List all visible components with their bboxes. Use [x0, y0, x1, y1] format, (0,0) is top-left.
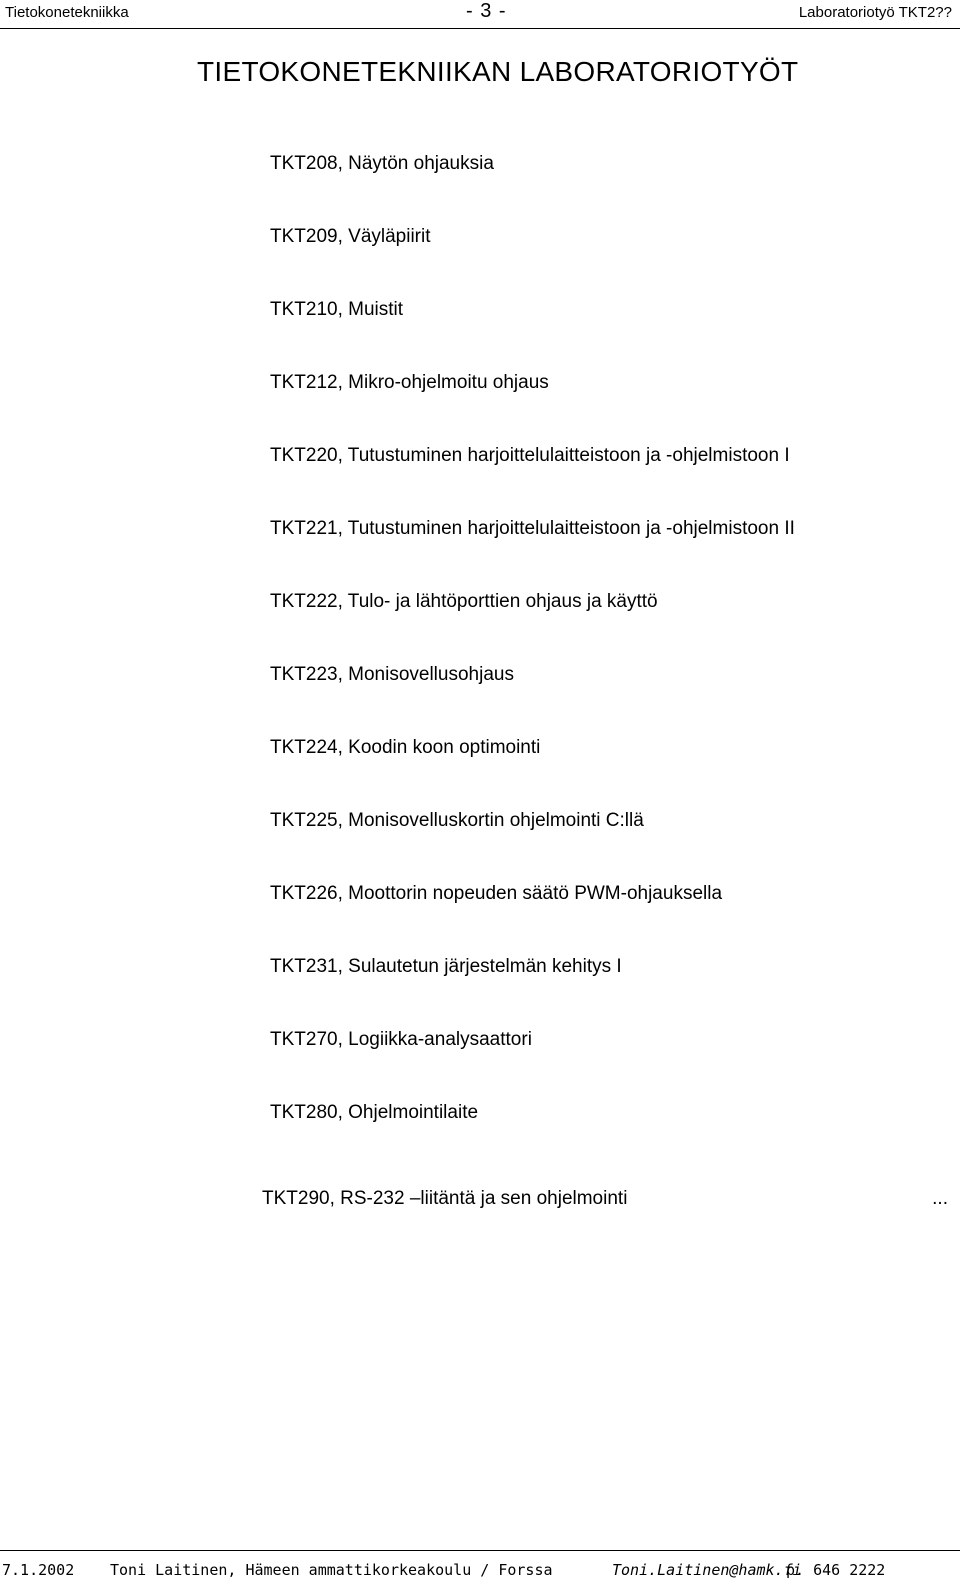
- header-course: Tietokonetekniikka: [5, 4, 129, 21]
- list-item: TKT224, Koodin koon optimointi: [270, 737, 541, 758]
- page-footer: [0, 1550, 960, 1583]
- page-title: TIETOKONETEKNIIKAN LABORATORIOTYÖT: [197, 56, 799, 87]
- ellipsis: ...: [932, 1188, 948, 1209]
- lab-list: [270, 152, 795, 1174]
- list-item: TKT221, Tutustuminen harjoittelulaitteistoon ja -ohjelmistoon II: [270, 518, 795, 539]
- list-item: TKT220, Tutustuminen harjoittelulaitteistoon ja -ohjelmistoon I: [270, 445, 790, 466]
- list-item: TKT225, Monisovelluskortin ohjelmointi C:llä: [270, 810, 644, 831]
- footer-email: Toni.Laitinen@hamk.fi: [612, 1561, 802, 1579]
- list-item: TKT210, Muistit: [270, 299, 404, 320]
- page-header: [0, 0, 960, 29]
- header-lab-id: Laboratoriotyö TKT2??: [798, 4, 952, 21]
- list-item: TKT226, Moottorin nopeuden säätö PWM-ohjauksella: [270, 883, 723, 904]
- list-item: TKT209, Väyläpiirit: [270, 226, 431, 247]
- list-item: TKT222, Tulo- ja lähtöporttien ohjaus ja käyttö: [270, 591, 658, 612]
- list-item: TKT231, Sulautetun järjestelmän kehitys I: [270, 956, 622, 977]
- list-item: TKT270, Logiikka-analysaattori: [270, 1029, 532, 1050]
- list-item: TKT212, Mikro-ohjelmoitu ohjaus: [270, 372, 549, 393]
- footer-date: 7.1.2002: [2, 1561, 75, 1579]
- page-number: - 3 -: [466, 0, 507, 22]
- list-item: TKT223, Monisovellusohjaus: [270, 664, 514, 685]
- list-item-last: TKT290, RS-232 –liitäntä ja sen ohjelmointi: [262, 1188, 628, 1209]
- list-item: TKT280, Ohjelmointilaite: [270, 1102, 479, 1123]
- footer-phone: p. 646 2222: [786, 1561, 886, 1579]
- footer-author: Toni Laitinen, Hämeen ammattikorkeakoulu / Forssa: [110, 1561, 553, 1579]
- list-item: TKT208, Näytön ohjauksia: [270, 153, 494, 174]
